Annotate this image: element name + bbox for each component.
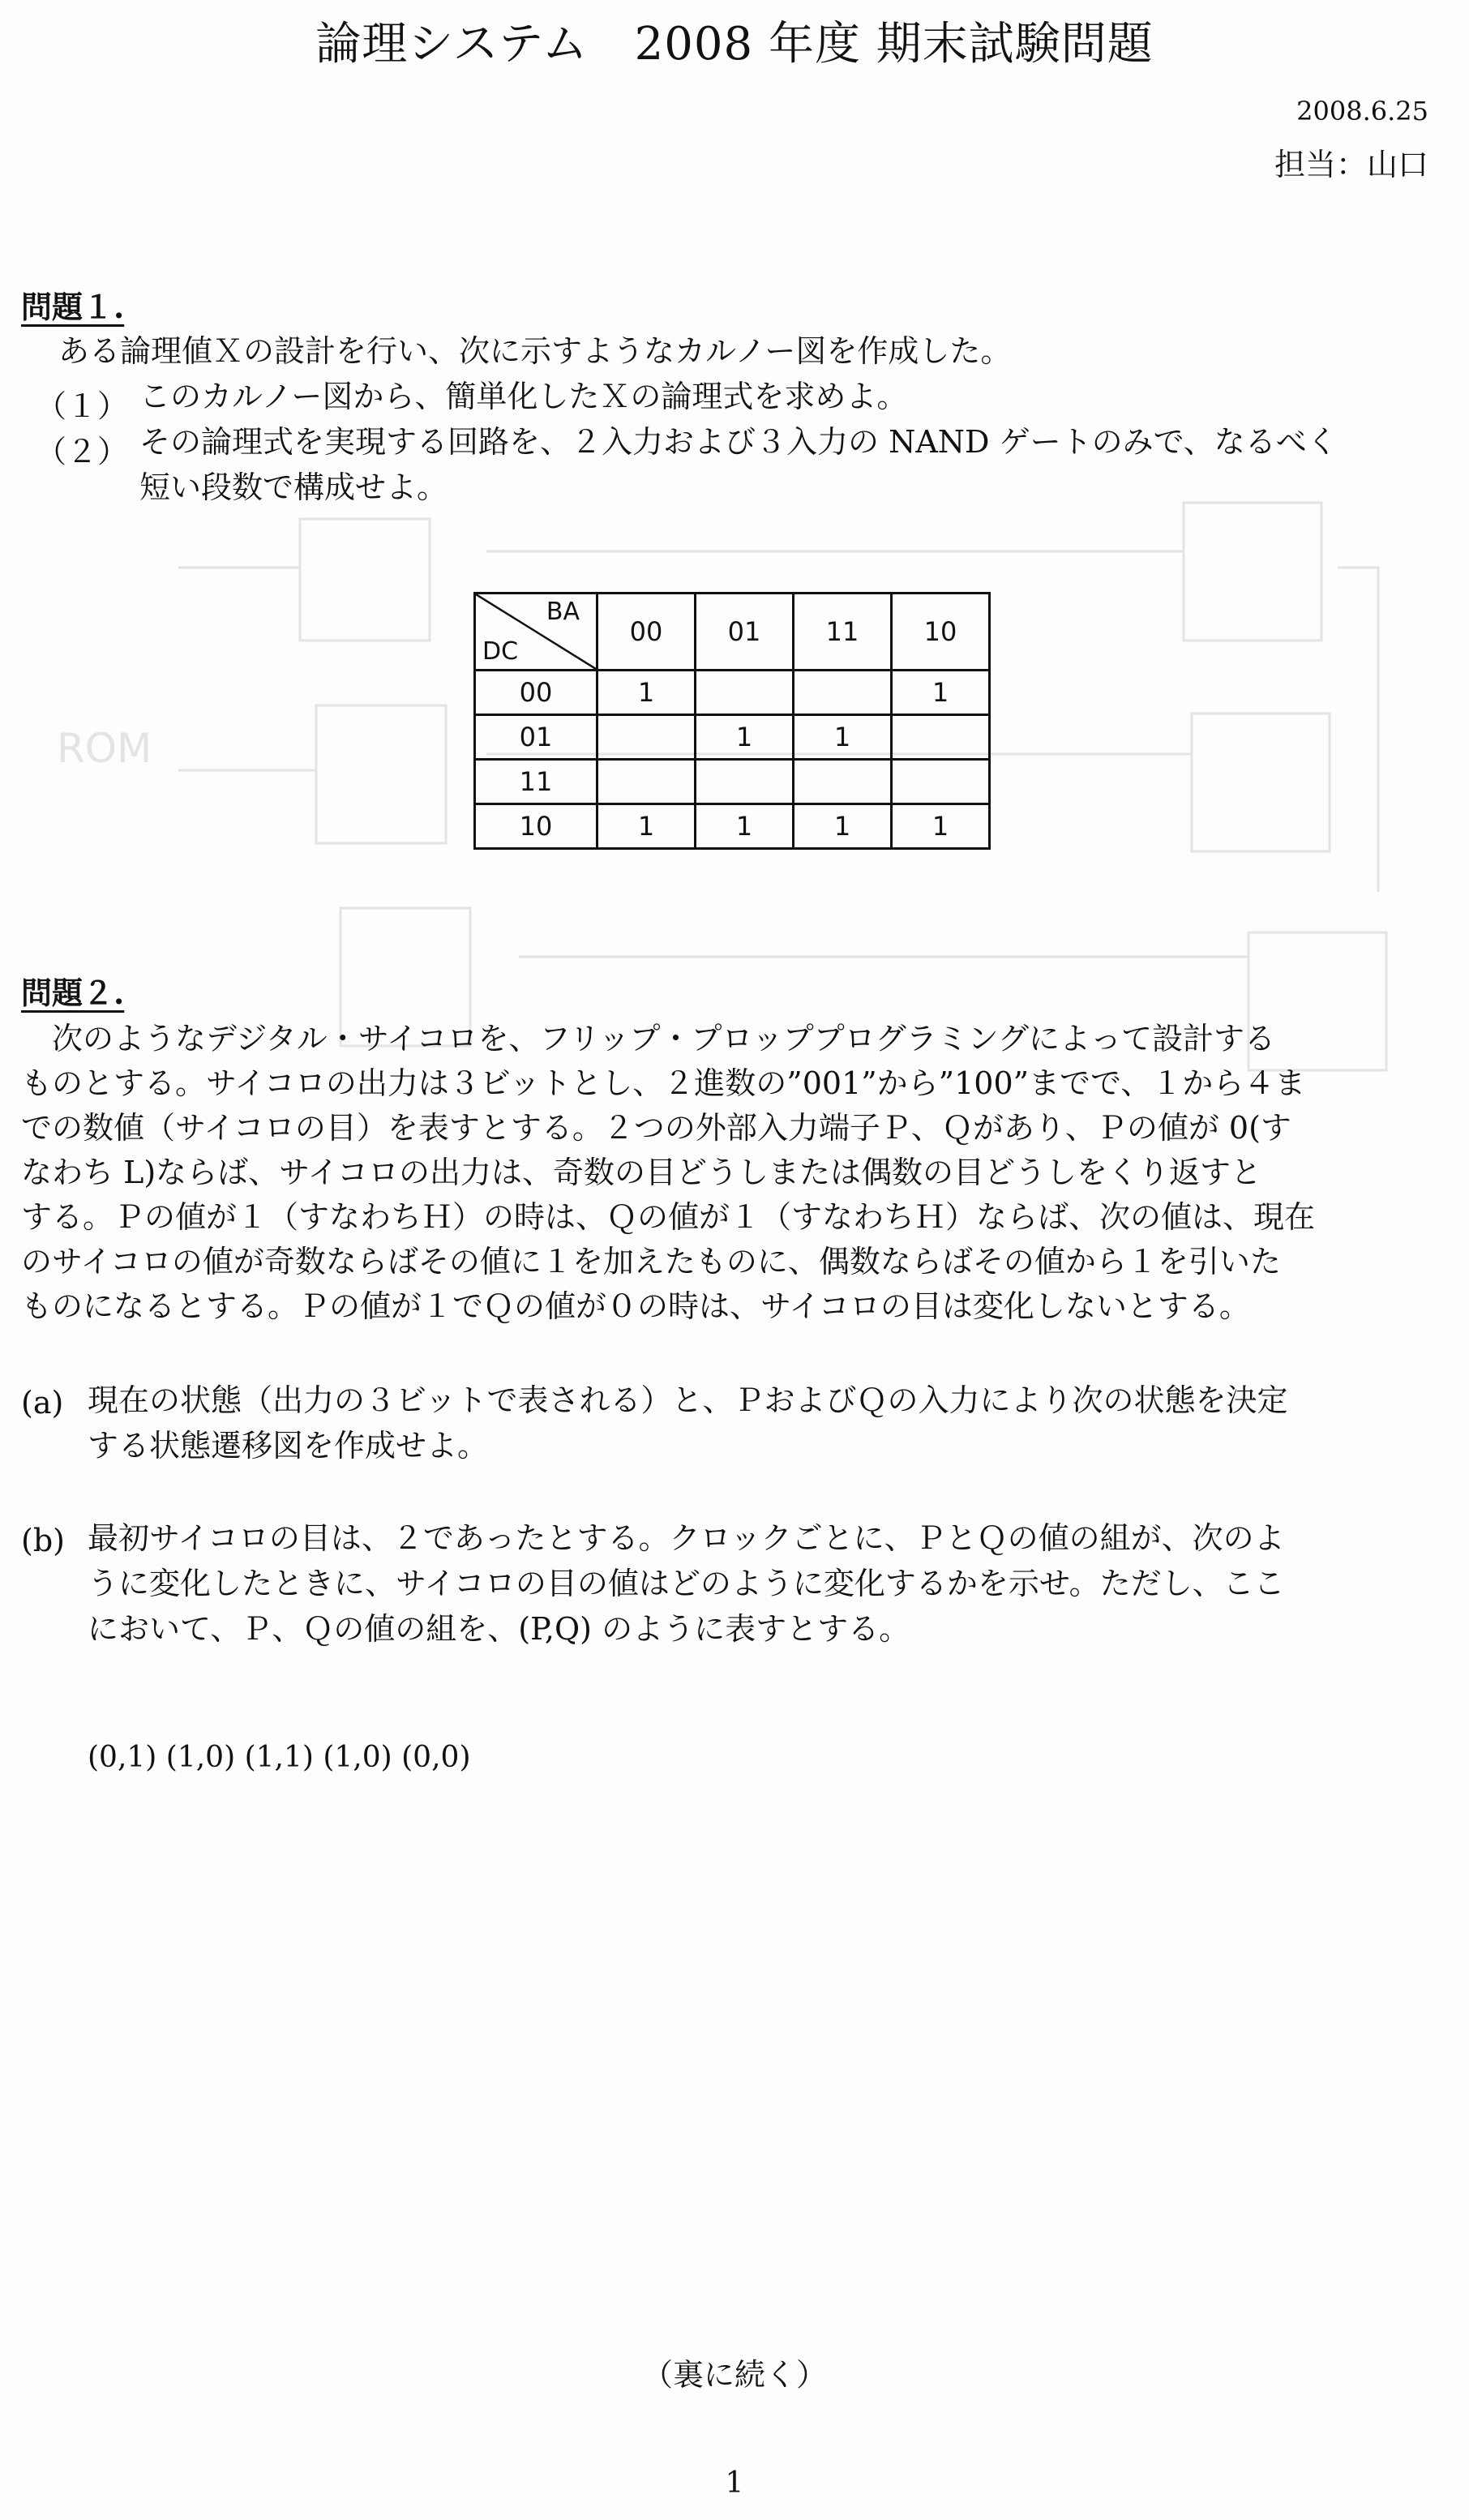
- kmap-col-header: 11: [794, 594, 892, 671]
- kmap-cell: 1: [696, 804, 794, 849]
- kmap-cell: 1: [696, 715, 794, 760]
- q2a-line2: する状態遷移図を作成せよ。: [88, 1428, 489, 1464]
- kmap-cell: [794, 671, 892, 715]
- exam-author: 担当：山口: [1274, 147, 1428, 182]
- kmap-cell: [892, 715, 990, 760]
- kmap-cell: [892, 760, 990, 804]
- q2a-line1: 現在の状態（出力の３ビットで表される）と、ＰおよびＱの入力により次の状態を決定: [88, 1382, 1288, 1418]
- kmap-col-header: 01: [696, 594, 794, 671]
- q2b-line3: において、Ｐ、Ｑの値の組を、(P,Q) のように表すとする。: [88, 1611, 910, 1647]
- kmap-row-header: 00: [475, 671, 597, 715]
- exam-date: 2008.6.25: [1296, 96, 1428, 126]
- q2-body-line: 次のようなデジタル・サイコロを、フリップ・プロッププログラミングによって設計する: [21, 1021, 1275, 1056]
- kmap-corner: [475, 594, 597, 671]
- kmap-cell: [597, 715, 696, 760]
- kmap-cell: 1: [597, 804, 696, 849]
- q1-item1-number: （１）: [36, 388, 129, 424]
- kmap-row-header: 11: [475, 760, 597, 804]
- q2a-label: (a): [21, 1385, 64, 1421]
- kmap-cell: 1: [892, 804, 990, 849]
- kmap-cell: [696, 760, 794, 804]
- q2-body-line: ものとする。サイコロの出力は３ビットとし、２進数の”001”から”100”までで、１から４ま: [21, 1065, 1306, 1101]
- kmap-row: [475, 671, 990, 715]
- karnaugh-map: [473, 592, 991, 850]
- kmap-cell: 1: [597, 671, 696, 715]
- q2-body-line: での数値（サイコロの目）を表すとする。２つの外部入力端子Ｐ、Ｑがあり、Ｐの値が 0(す: [21, 1110, 1291, 1146]
- kmap-row-variable: DC: [482, 637, 519, 666]
- exam-title: 論理システム 2008 年度 期末試験問題: [315, 18, 1154, 71]
- kmap-cell: [696, 671, 794, 715]
- page-number: 1: [725, 2466, 744, 2500]
- kmap-row: [475, 715, 990, 760]
- q1-item2-number: （２）: [36, 434, 129, 469]
- q1-item2-line2: 短い段数で構成せよ。: [139, 469, 448, 505]
- q1-item2-line1: その論理式を実現する回路を、２入力および３入力の NAND ゲートのみで、なるべく: [139, 424, 1338, 460]
- q2-heading: 問題２.: [21, 975, 125, 1011]
- kmap-cell: 1: [794, 804, 892, 849]
- q2-body-line: する。Ｐの値が１（すなわちＨ）の時は、Ｑの値が１（すなわちＨ）ならば、次の値は、現在: [21, 1199, 1316, 1235]
- kmap-cell: [597, 760, 696, 804]
- kmap-row: [475, 760, 990, 804]
- q2-body-line: なわち L)ならば、サイコロの出力は、奇数の目どうしまたは偶数の目どうしをくり返すと: [21, 1155, 1261, 1190]
- q2b-line1: 最初サイコロの目は、２であったとする。クロックごとに、ＰとＱの値の組が、次のよ: [88, 1520, 1285, 1556]
- q2b-label: (b): [21, 1523, 65, 1558]
- q2-body-line: ものになるとする。Ｐの値が１でＱの値が０の時は、サイコロの目は変化しないとする。: [21, 1288, 1250, 1324]
- kmap-row-header: 10: [475, 804, 597, 849]
- kmap-cell: 1: [892, 671, 990, 715]
- kmap-col-header: 10: [892, 594, 990, 671]
- pq-sequence: (0,1) (1,0) (1,1) (1,0) (0,0): [88, 1741, 471, 1774]
- kmap-row: [475, 804, 990, 849]
- continued-note: （裏に続く）: [641, 2357, 827, 2393]
- q1-item1-text: このカルノー図から、簡単化したＸの論理式を求めよ。: [139, 379, 908, 414]
- kmap-col-header: 00: [597, 594, 696, 671]
- q1-heading: 問題１.: [21, 289, 125, 325]
- kmap-col-variable: BA: [546, 598, 580, 626]
- kmap-cell: [794, 760, 892, 804]
- svg-text:ROM: ROM: [57, 725, 152, 772]
- kmap-row-header: 01: [475, 715, 597, 760]
- q1-intro: ある論理値Ｘの設計を行い、次に示すようなカルノー図を作成した。: [58, 333, 1012, 369]
- q2-body-line: のサイコロの値が奇数ならばその値に１を加えたものに、偶数ならばその値から１を引いた: [21, 1244, 1281, 1279]
- kmap-cell: 1: [794, 715, 892, 760]
- q2b-line2: うに変化したときに、サイコロの目の値はどのように変化するかを示せ。ただし、ここ: [88, 1566, 1285, 1601]
